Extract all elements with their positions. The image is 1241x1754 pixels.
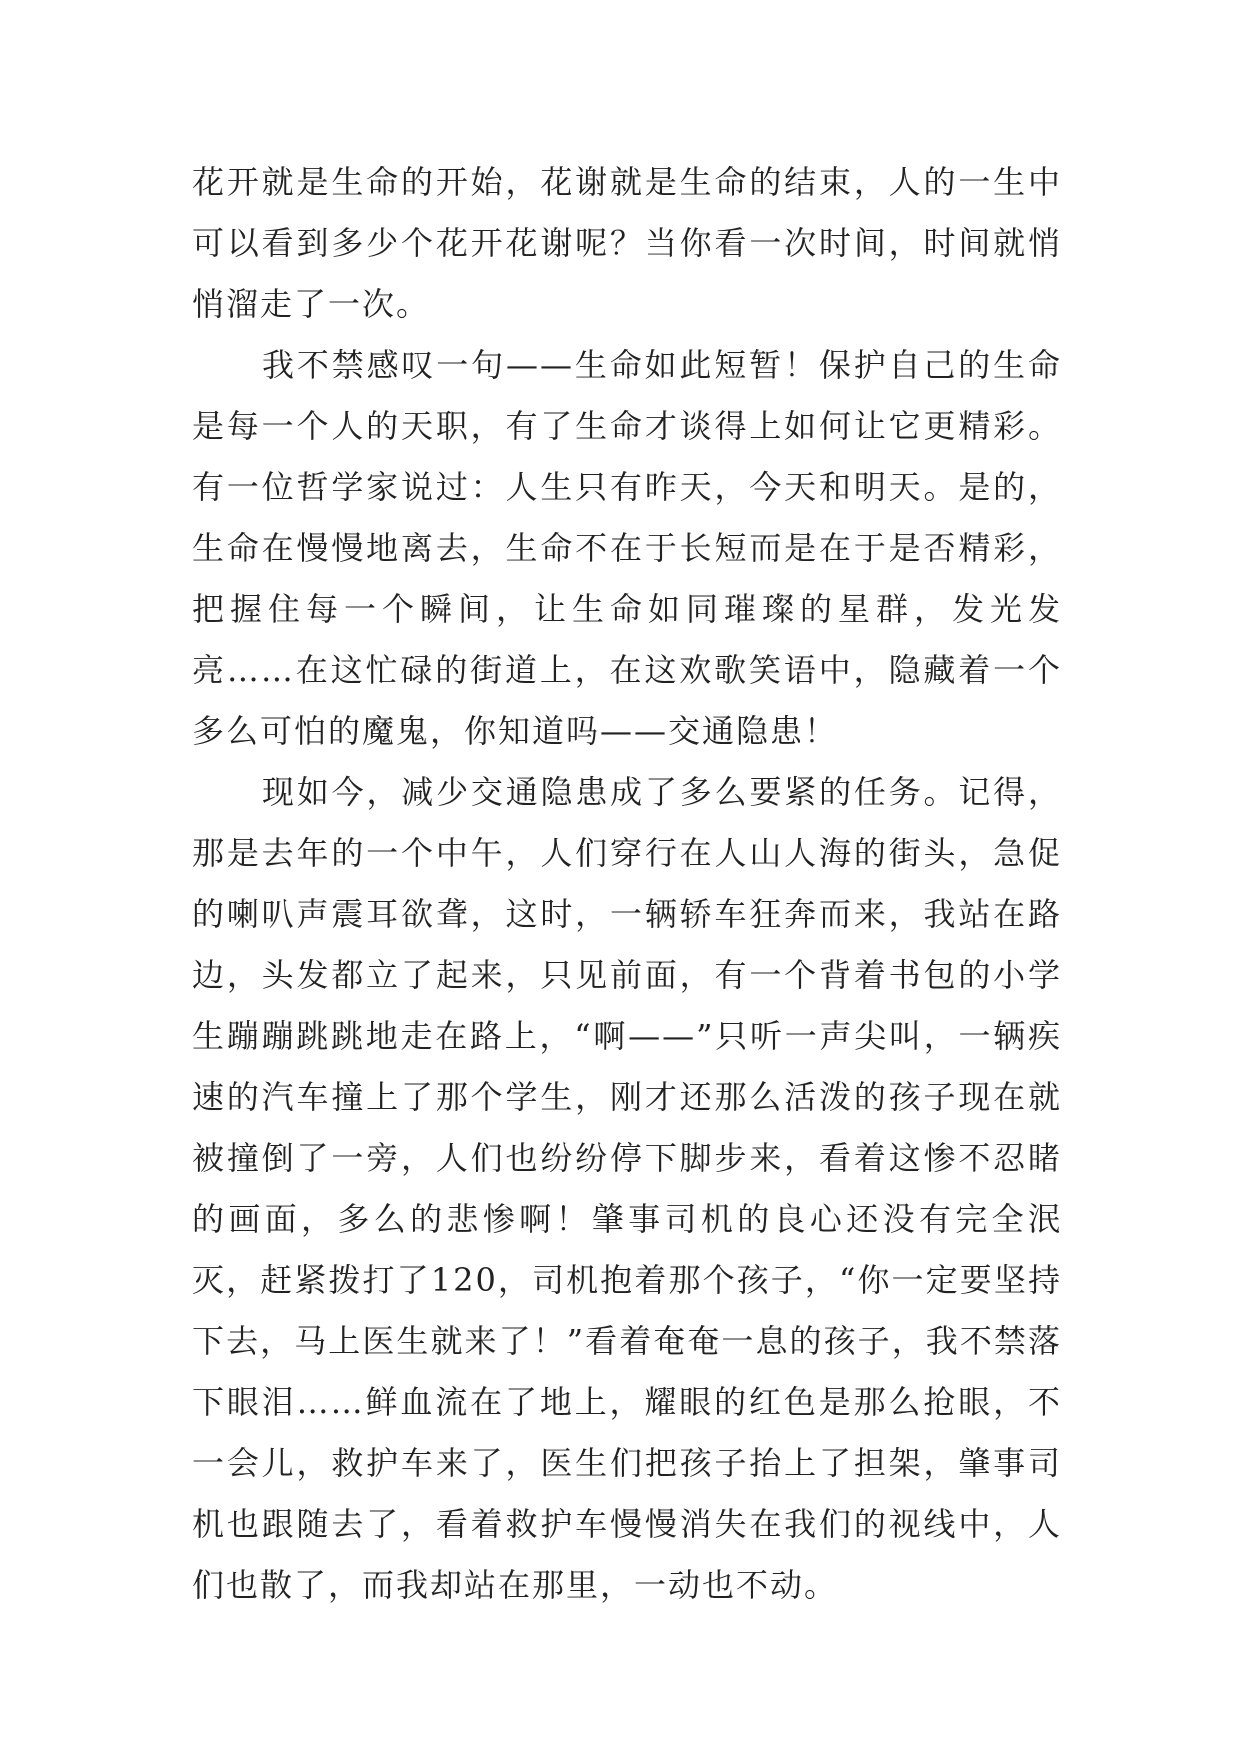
paragraph-1: 花开就是生命的开始，花谢就是生命的结束，人的一生中可以看到多少个花开花谢呢？当你看一次时间，时间就悄悄溜走了一次。 <box>192 163 1062 323</box>
paragraph-2: 我不禁感叹一句——生命如此短暂！保护自己的生命是每一个人的天职，有了生命才谈得上如何让它更精彩。有一位哲学家说过：人生只有昨天，今天和明天。是的，生命在慢慢地离去，生命不在于长短而是在于是否精彩，把握住每一个瞬间，让生命如同璀璨的星群，发光发亮……在这忙碌的街道上，在这欢歌笑语中，隐藏着一个多么可怕的魔鬼，你知道吗——交通隐患！ <box>192 346 1062 750</box>
paragraph-3: 现如今，减少交通隐患成了多么要紧的任务。记得，那是去年的一个中午，人们穿行在人山人海的街头，急促的喇叭声震耳欲聋，这时，一辆轿车狂奔而来，我站在路边，头发都立了起来，只见前面，有一个背着书包的小学生蹦蹦跳跳地走在路上，“啊——”只听一声尖叫，一辆疾速的汽车撞上了那个学生，刚才还那么活泼的孩子现在就被撞倒了一旁，人们也纷纷停下脚步来，看着这惨不忍睹的画面，多么的悲惨啊！肇事司机的良心还没有完全泯灭，赶紧拨打了120，司机抱着那个孩子，“你一定要坚持下去，马上医生就来了！”看着奄奄一息的孩子，我不禁落下眼泪……鲜血流在了地上，耀眼的红色是那么抢眼，不一会儿，救护车来了，医生们把孩子抬上了担架，肇事司机也跟随去了，看着救护车慢慢消失在我们的视线中，人们也散了，而我却站在那里，一动也不动。 <box>192 773 1062 1604</box>
document-body <box>192 152 1062 1616</box>
